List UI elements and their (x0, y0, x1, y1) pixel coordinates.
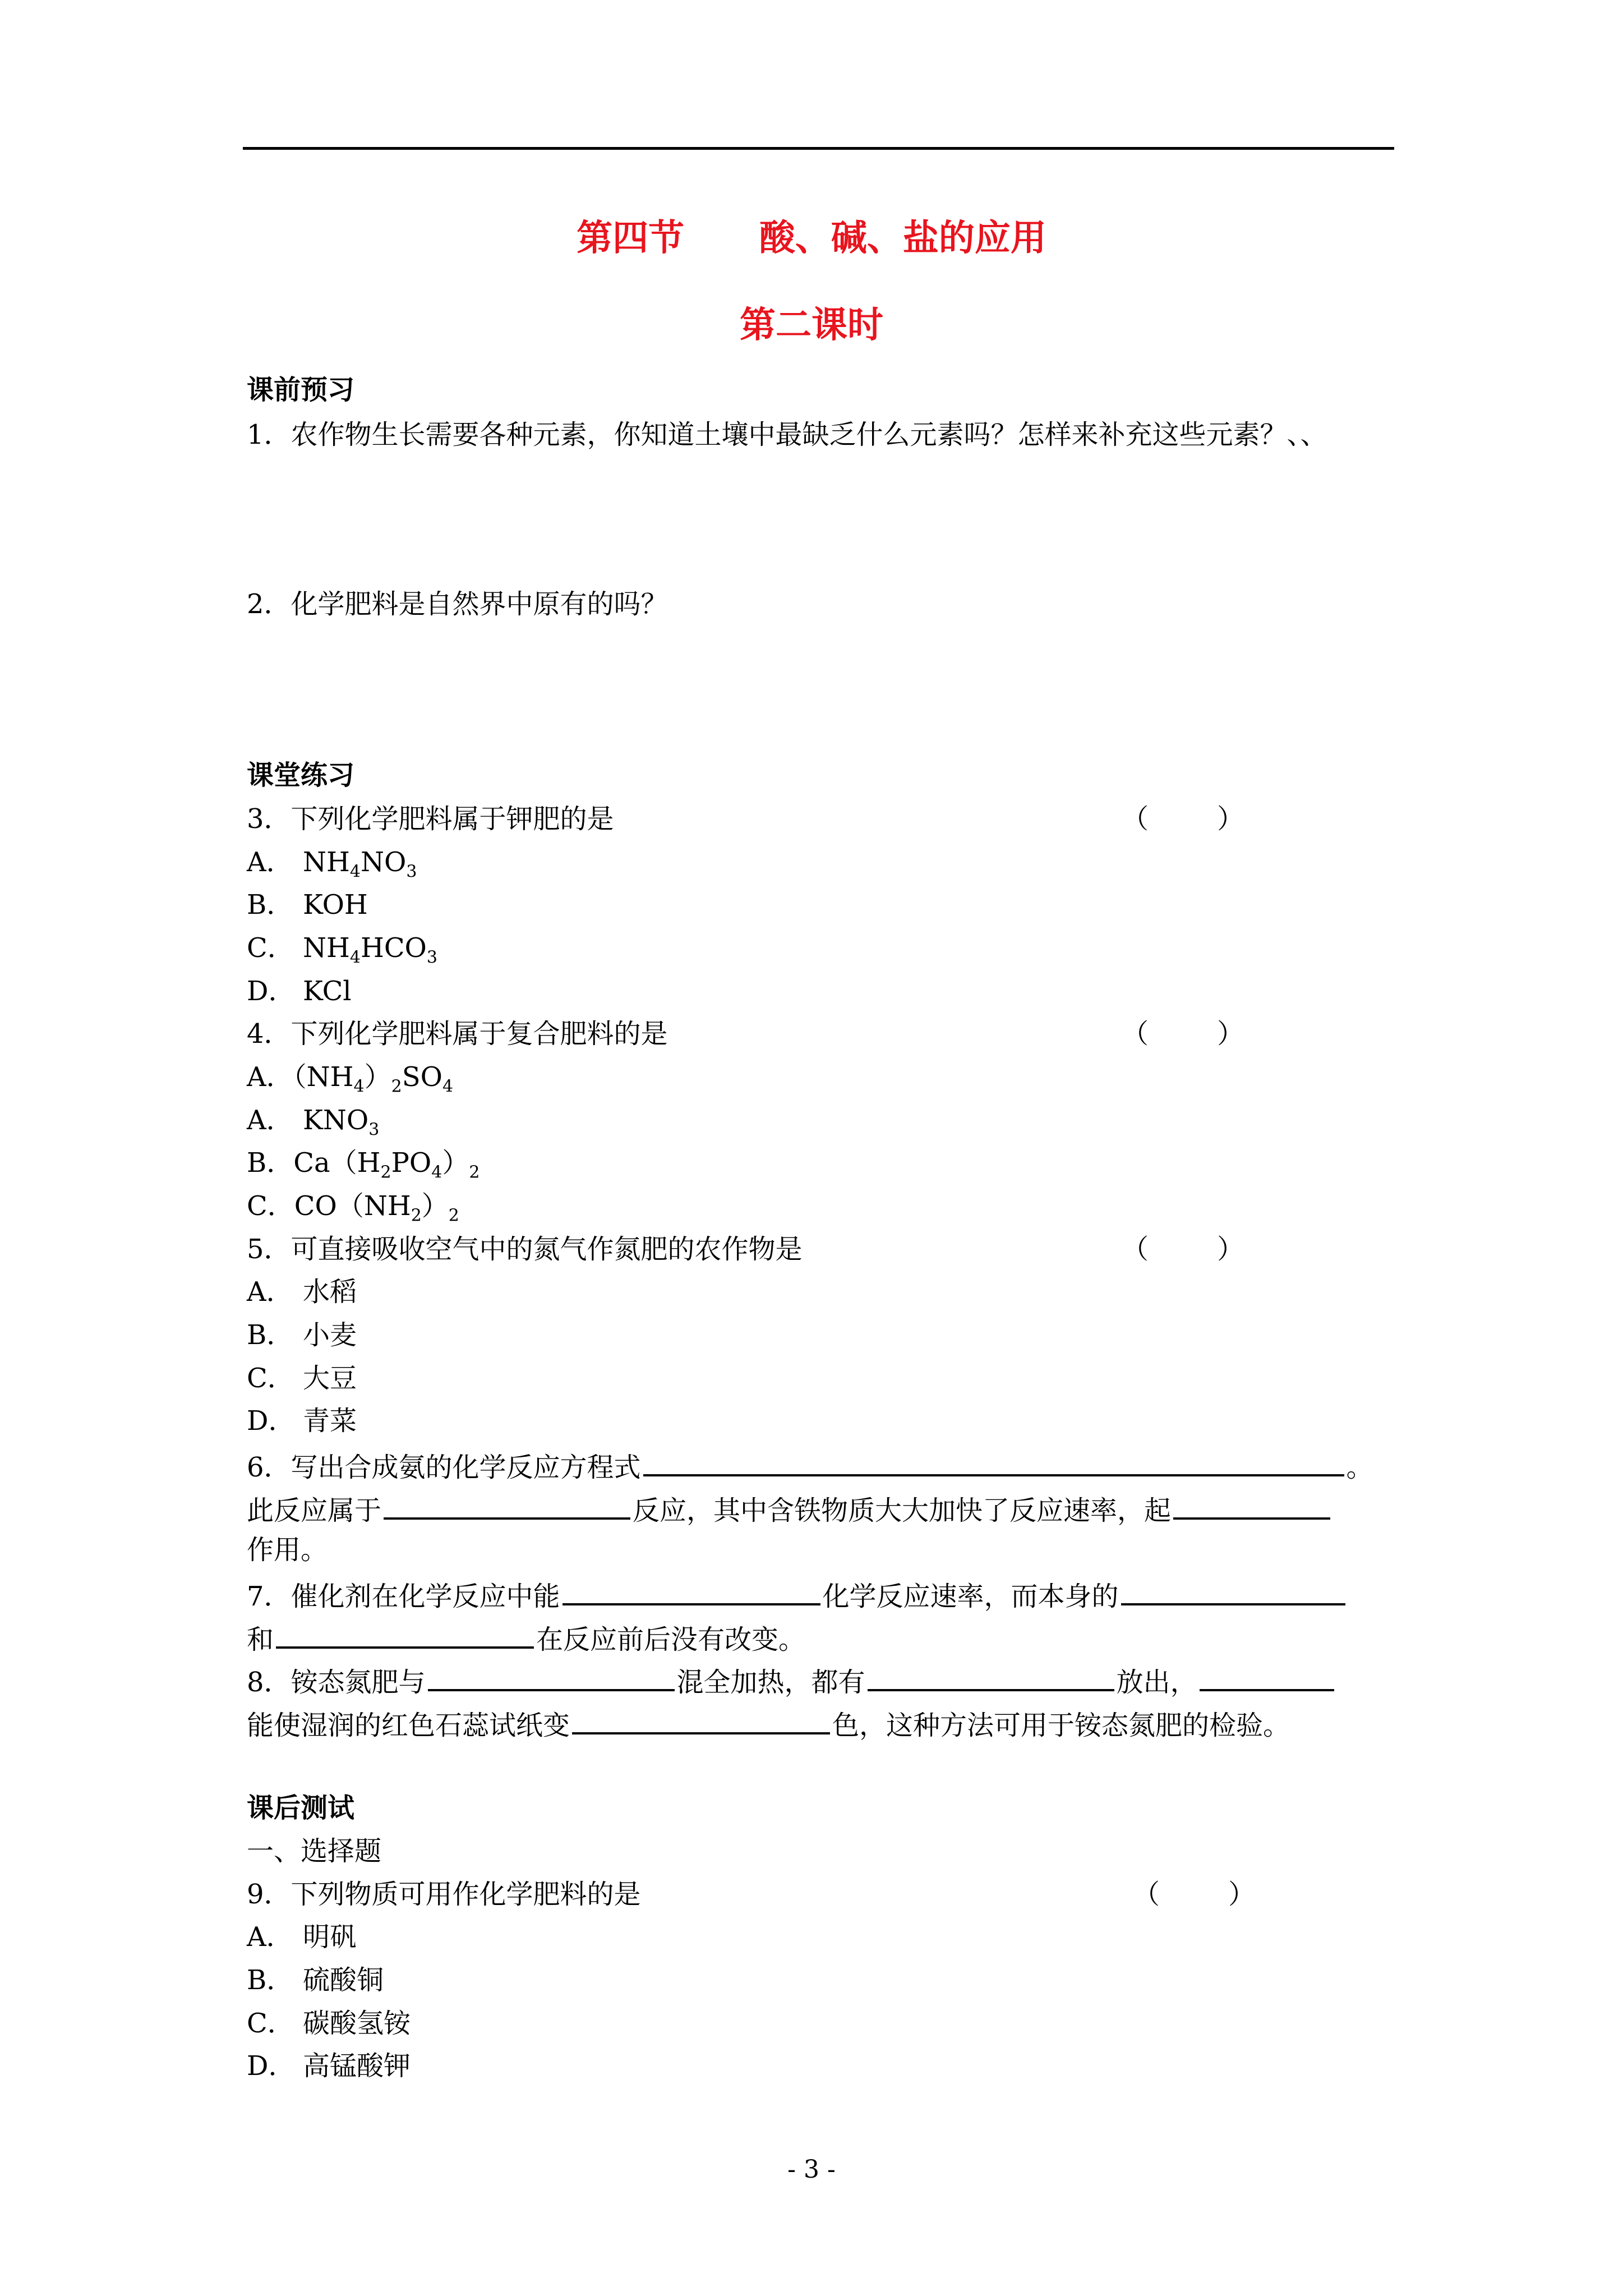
answer-paren: （ ） (1122, 803, 1244, 835)
question-8-line-2 (247, 1705, 1290, 1742)
question-1: 1．农作物生长需要各种元素，你知道土壤中最缺乏什么元素吗？怎样来补充这些元素？、、 (247, 419, 1327, 450)
formula-part: （NH (293, 1061, 354, 1093)
option-text: 高锰酸钾 (303, 2050, 411, 2082)
option-letter: B． (247, 1319, 294, 1351)
fill-blank[interactable] (643, 1447, 1344, 1476)
question-text: 。 (1346, 1452, 1373, 1483)
option-text: 明矾 (303, 1921, 357, 1953)
fill-blank[interactable] (562, 1576, 820, 1605)
option (247, 1060, 454, 1097)
answer-paren: （ ） (1122, 1234, 1244, 1265)
formula-part: KOH (303, 889, 368, 921)
header-rule (243, 147, 1394, 150)
question-7-line-2 (247, 1619, 805, 1657)
section-title: 第四节 酸、碱、盐的应用 (577, 217, 1046, 259)
question-6-line-3: 作用。 (247, 1534, 328, 1566)
subscript: 4 (349, 947, 361, 968)
formula-part: KNO (303, 1105, 369, 1136)
option-text: 碳酸氢铵 (303, 2008, 411, 2039)
option (247, 1146, 479, 1180)
fill-blank[interactable] (1121, 1576, 1345, 1605)
option (247, 1963, 384, 1997)
question-text: 反应，其中含铁物质大大加快了反应速率，起 (633, 1495, 1172, 1526)
question-7-line-1 (247, 1576, 1348, 1613)
option-letter: A． (247, 846, 293, 878)
subscript: 3 (426, 947, 437, 968)
question-text: 7．催化剂在化学反应中能 (247, 1581, 560, 1612)
option-letter: C． (247, 1363, 294, 1394)
option-letter: C． (247, 932, 294, 964)
question-4-stem: 4．下列化学肥料属于复合肥料的是 (247, 1018, 668, 1050)
option-text: 硫酸铜 (303, 1964, 384, 1996)
question-text: 在反应前后没有改变。 (536, 1624, 806, 1655)
subscript: 3 (406, 862, 417, 882)
formula-part: NO (360, 846, 407, 878)
question-text: 6．写出合成氨的化学反应方程式 (247, 1452, 641, 1483)
option-letter: D． (247, 2050, 296, 2082)
fill-blank[interactable] (428, 1662, 675, 1691)
formula-part: HCO (360, 932, 427, 964)
fill-blank[interactable] (1173, 1490, 1330, 1520)
formula-part: ） (364, 1061, 391, 1093)
subscript: 3 (368, 1120, 380, 1140)
subscript: 2 (411, 1205, 422, 1226)
formula-part: ） (442, 1147, 469, 1179)
fill-blank[interactable] (1200, 1662, 1334, 1691)
fill-blank[interactable] (868, 1662, 1114, 1691)
option (247, 1275, 357, 1309)
section-heading-practice: 课堂练习 (247, 760, 355, 791)
question-2: 2．化学肥料是自然界中原有的吗？ (247, 588, 668, 620)
subscript: 4 (349, 862, 361, 882)
option (247, 1361, 357, 1395)
option-letter: D． (247, 1405, 296, 1437)
formula-part: Ca（H (293, 1147, 381, 1179)
option-letter: B． (247, 889, 294, 921)
page-number: - 3 - (787, 2155, 836, 2184)
option-text: 青菜 (303, 1405, 357, 1437)
option (247, 1404, 357, 1438)
subscript: 4 (442, 1076, 454, 1097)
option (247, 1920, 357, 1954)
question-9-stem: 9．下列物质可用作化学肥料的是 (247, 1879, 641, 1910)
option (247, 2007, 411, 2040)
formula-part: SO (402, 1061, 442, 1093)
option (247, 1103, 380, 1140)
formula-part: CO（NH (294, 1190, 411, 1222)
question-5-stem: 5．可直接吸收空气中的氮气作氮肥的农作物是 (247, 1234, 803, 1265)
subscript: 2 (448, 1205, 459, 1226)
option-letter: B． (247, 1964, 294, 1996)
question-text: 和 (247, 1624, 274, 1655)
question-3-stem: 3．下列化学肥料属于钾肥的是 (247, 803, 614, 835)
subscript: 4 (431, 1162, 442, 1182)
option-letter: A． (247, 1276, 293, 1308)
option (247, 2049, 411, 2083)
question-6-line-1 (247, 1447, 1373, 1484)
question-text: 混全加热，都有 (676, 1667, 865, 1698)
subscript: 2 (380, 1162, 391, 1182)
option-letter: A． (247, 1921, 293, 1953)
lesson-subtitle: 第二课时 (740, 304, 883, 346)
question-text: 化学反应速率，而本身的 (822, 1581, 1119, 1612)
question-text: 色，这种方法可用于铵态氮肥的检验。 (832, 1710, 1290, 1741)
question-text: 放出， (1116, 1667, 1197, 1698)
option-letter: D． (247, 976, 296, 1007)
formula-part: ） (421, 1190, 449, 1222)
question-text: 8．铵态氮肥与 (247, 1667, 426, 1698)
answer-paren: （ ） (1122, 1018, 1244, 1050)
option-text: 小麦 (303, 1319, 357, 1351)
formula-part: PO (391, 1147, 432, 1179)
option (247, 1189, 459, 1226)
question-8-line-1 (247, 1662, 1336, 1699)
answer-paren: （ ） (1133, 1879, 1256, 1910)
question-6-line-2 (247, 1490, 1332, 1527)
option-letter: A． (247, 1061, 293, 1093)
option (247, 1318, 357, 1352)
option-letter: C． (247, 2008, 294, 2039)
option-letter: C． (247, 1190, 294, 1222)
option-letter: A． (247, 1105, 293, 1136)
subscript: 2 (469, 1162, 480, 1182)
section-heading-preview: 课前预习 (247, 374, 355, 406)
option (247, 888, 368, 922)
formula-part: NH (303, 932, 350, 964)
question-text: 能使湿润的红色石蕊试纸变 (247, 1710, 570, 1741)
fill-blank[interactable] (384, 1490, 630, 1520)
section-heading-test: 课后测试 (247, 1792, 355, 1824)
subsection-multiple-choice: 一、选择题 (247, 1835, 382, 1867)
option-text: 大豆 (303, 1363, 357, 1394)
option-text: 水稻 (303, 1276, 357, 1308)
option (247, 845, 417, 882)
formula-part: NH (303, 846, 350, 878)
option (247, 931, 437, 968)
formula-part: KCl (303, 976, 352, 1007)
subscript: 4 (353, 1076, 365, 1097)
fill-blank[interactable] (276, 1619, 534, 1649)
question-text: 此反应属于 (247, 1495, 382, 1526)
option-letter: B． (247, 1147, 294, 1179)
subscript: 2 (391, 1076, 402, 1097)
option (247, 974, 352, 1008)
fill-blank[interactable] (572, 1705, 830, 1734)
